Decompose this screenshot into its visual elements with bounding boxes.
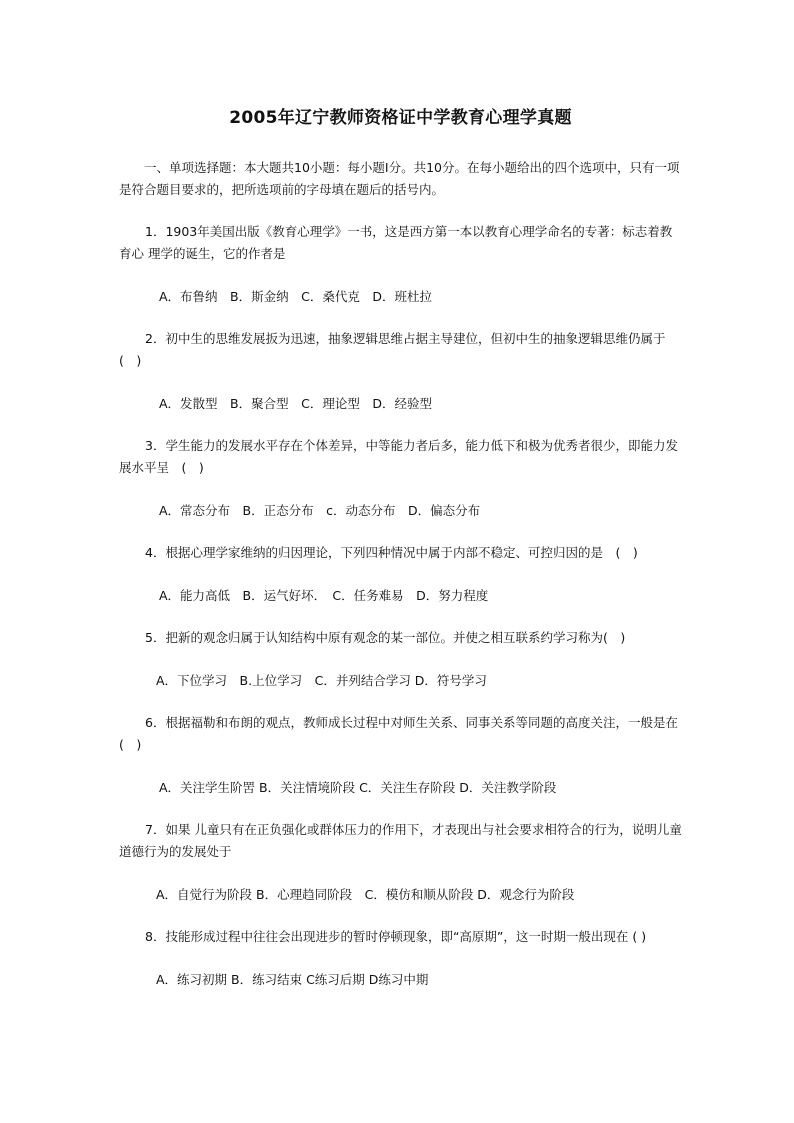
- question-stem: 5．把新的观念归属于认知结构中原有观念的某一部位。并使之相互联系约学习称为( ): [145, 630, 626, 645]
- question-options: A．布鲁纳 B．斯金纳 C．桑代克 D．班杜拉: [159, 289, 432, 304]
- question-options: A．关注学生阶罟 B．关注情境阶段 C．关注生存阶段 D．关注教学阶段: [159, 780, 557, 795]
- question-stem: 6．根据福勒和布朗的观点，教师成长过程中对师生关系、同事关系等同题的高度关注，一般是在 ( ): [119, 715, 678, 752]
- question-stem: 1．1903年美国出版《教育心理学》一书，这是西方第一本以教育心理学命名的专著：标志着教育心 理学的诞生，它的作者是: [119, 224, 673, 261]
- question-stem: 7．如果 儿童只有在正负强化或群体压力的作用下，才表现出与社会要求相符合的行为，说明儿童道德行为的发展处于: [119, 822, 682, 859]
- question-8: [119, 926, 682, 991]
- question-options: A．下位学习 B.上位学习 C．并列结合学习 D．符号学习: [156, 673, 487, 688]
- question-6: [119, 712, 682, 799]
- question-4: [119, 542, 682, 607]
- section-instructions: 一、单项选择题：本大题共10小题：每小题Ⅰ分。共10分。在每小题给出的四个选项中，只有一项是符合题目要求的，把所选项前的字母填在题后的括号内。: [119, 160, 680, 197]
- question-7: [119, 819, 682, 906]
- question-stem: 8．技能形成过程中往往会出现进步的暂时停顿现象，即“高原期”，这一时期一般出现在 ( ): [145, 929, 647, 944]
- question-stem: 2．初中生的思维发展扳为迅速，抽象逻辑思维占据主导建位，但初中生的抽象逻辑思维仍属于( ): [119, 331, 666, 368]
- question-5: [119, 627, 682, 692]
- question-stem: 4．根据心理学家维纳的归因理论，下列四种情况中属于内部不稳定、可控归因的是 ( ): [145, 545, 638, 560]
- question-3: [119, 435, 682, 522]
- question-options: A．常态分布 B．正态分布 c．动态分布 D．偏态分布: [159, 503, 481, 518]
- question-2: [119, 328, 682, 415]
- question-stem: 3．学生能力的发展水平存在个体差异，中等能力者后多，能力低下和极为优秀者很少，即能力发展水平呈 ( ): [119, 438, 678, 475]
- question-options: A．自觉行为阶段 B．心理趋同阶段 C．模仿和顺从阶段 D．观念行为阶段: [156, 887, 575, 902]
- question-options: A．练习初期 B．练习结束 C练习后期 D练习中期: [156, 972, 429, 987]
- question-1: [119, 221, 682, 308]
- question-options: A．能力高低 B．运气好坏． C．任务难易 D．努力程度: [159, 588, 489, 603]
- question-options: A．发散型 B．聚合型 C．理论型 D．经验型: [159, 396, 432, 411]
- document-title: 2005年辽宁教师资格证中学教育心理学真题: [229, 108, 572, 128]
